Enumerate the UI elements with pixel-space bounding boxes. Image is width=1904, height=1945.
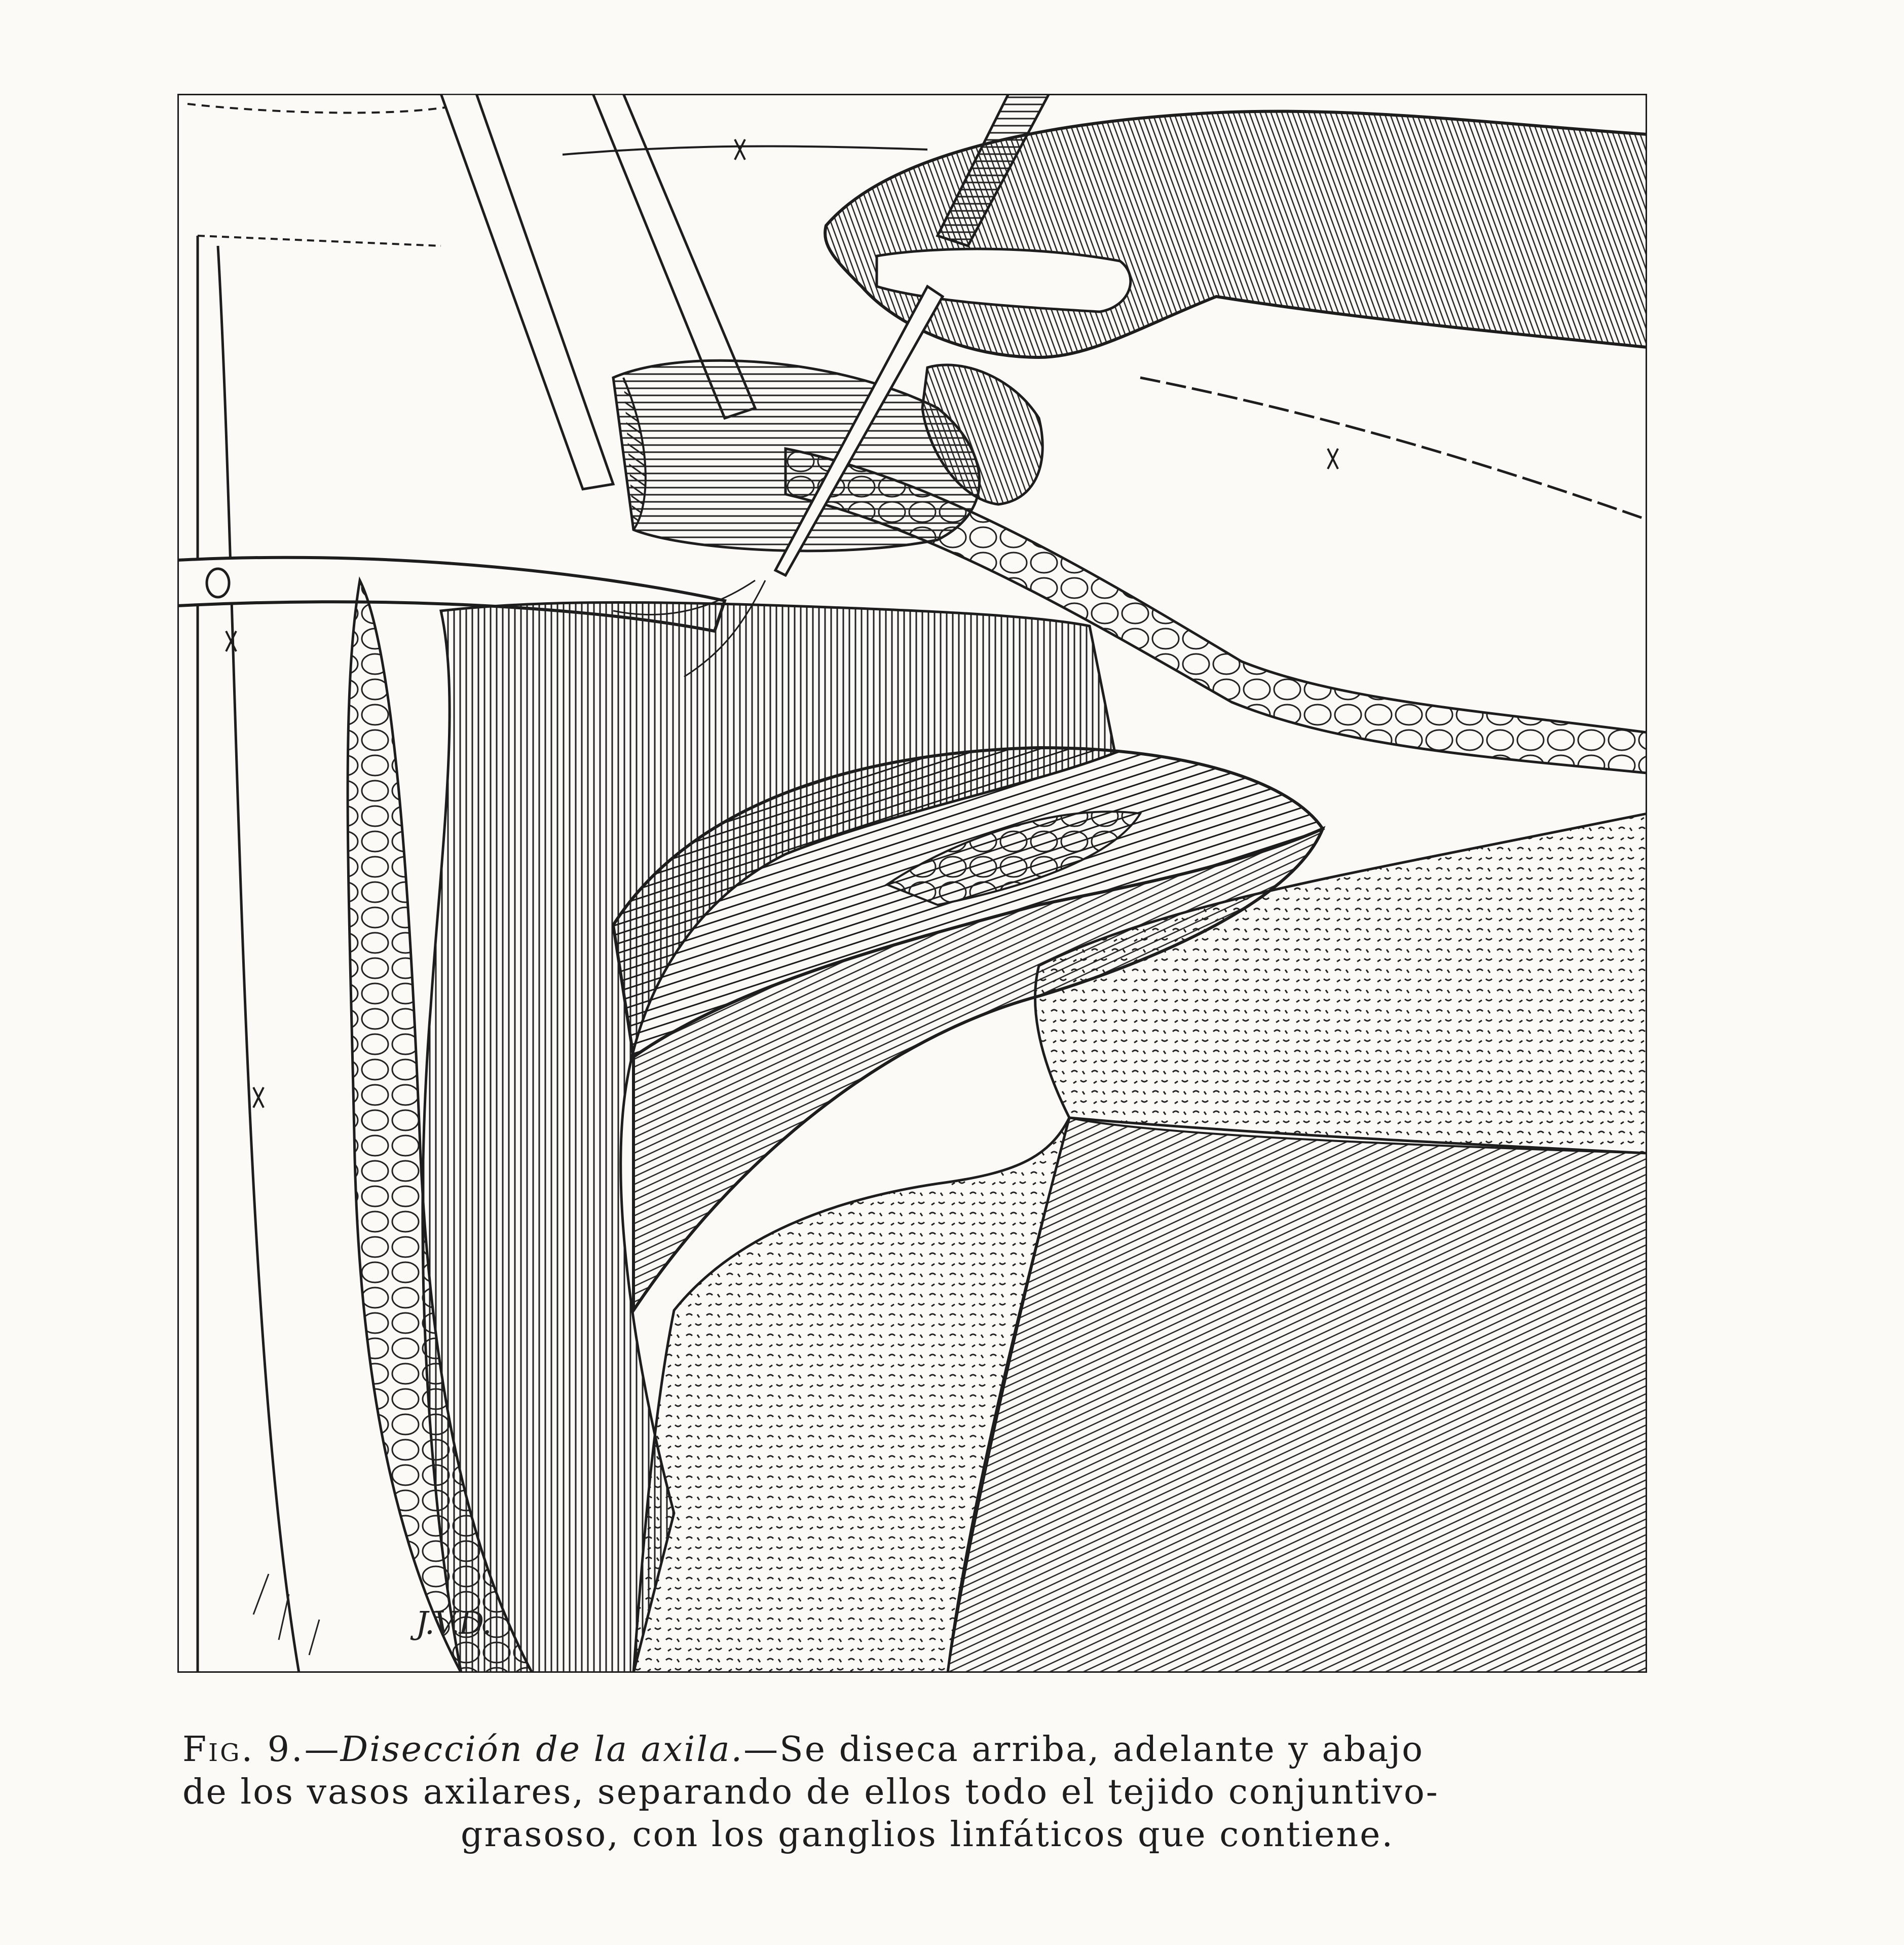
figure-illustration (177, 94, 1647, 1673)
artist-signature: J.V.D. (416, 1604, 491, 1641)
caption-dash-2: — (743, 1730, 780, 1770)
caption-line-2: de los vasos axilares, separando de ellos todo el tejido conjuntivo- (182, 1772, 1439, 1812)
figure-title: Disección de la axila. (340, 1730, 744, 1770)
caption-line-1 (182, 1729, 1672, 1771)
caption-line-1-rest: Se diseca arriba, adelante y abajo (779, 1730, 1425, 1770)
figure-label: Fig. 9. (182, 1730, 305, 1770)
caption-dash-1: — (304, 1730, 341, 1770)
chest-skin-area (948, 1118, 1647, 1673)
engraving-drawing (177, 94, 1647, 1673)
figure-caption (182, 1729, 1672, 1856)
caption-line-3: grasoso, con los ganglios linfáticos que contiene. (460, 1815, 1395, 1855)
arm-edge (218, 246, 299, 1673)
